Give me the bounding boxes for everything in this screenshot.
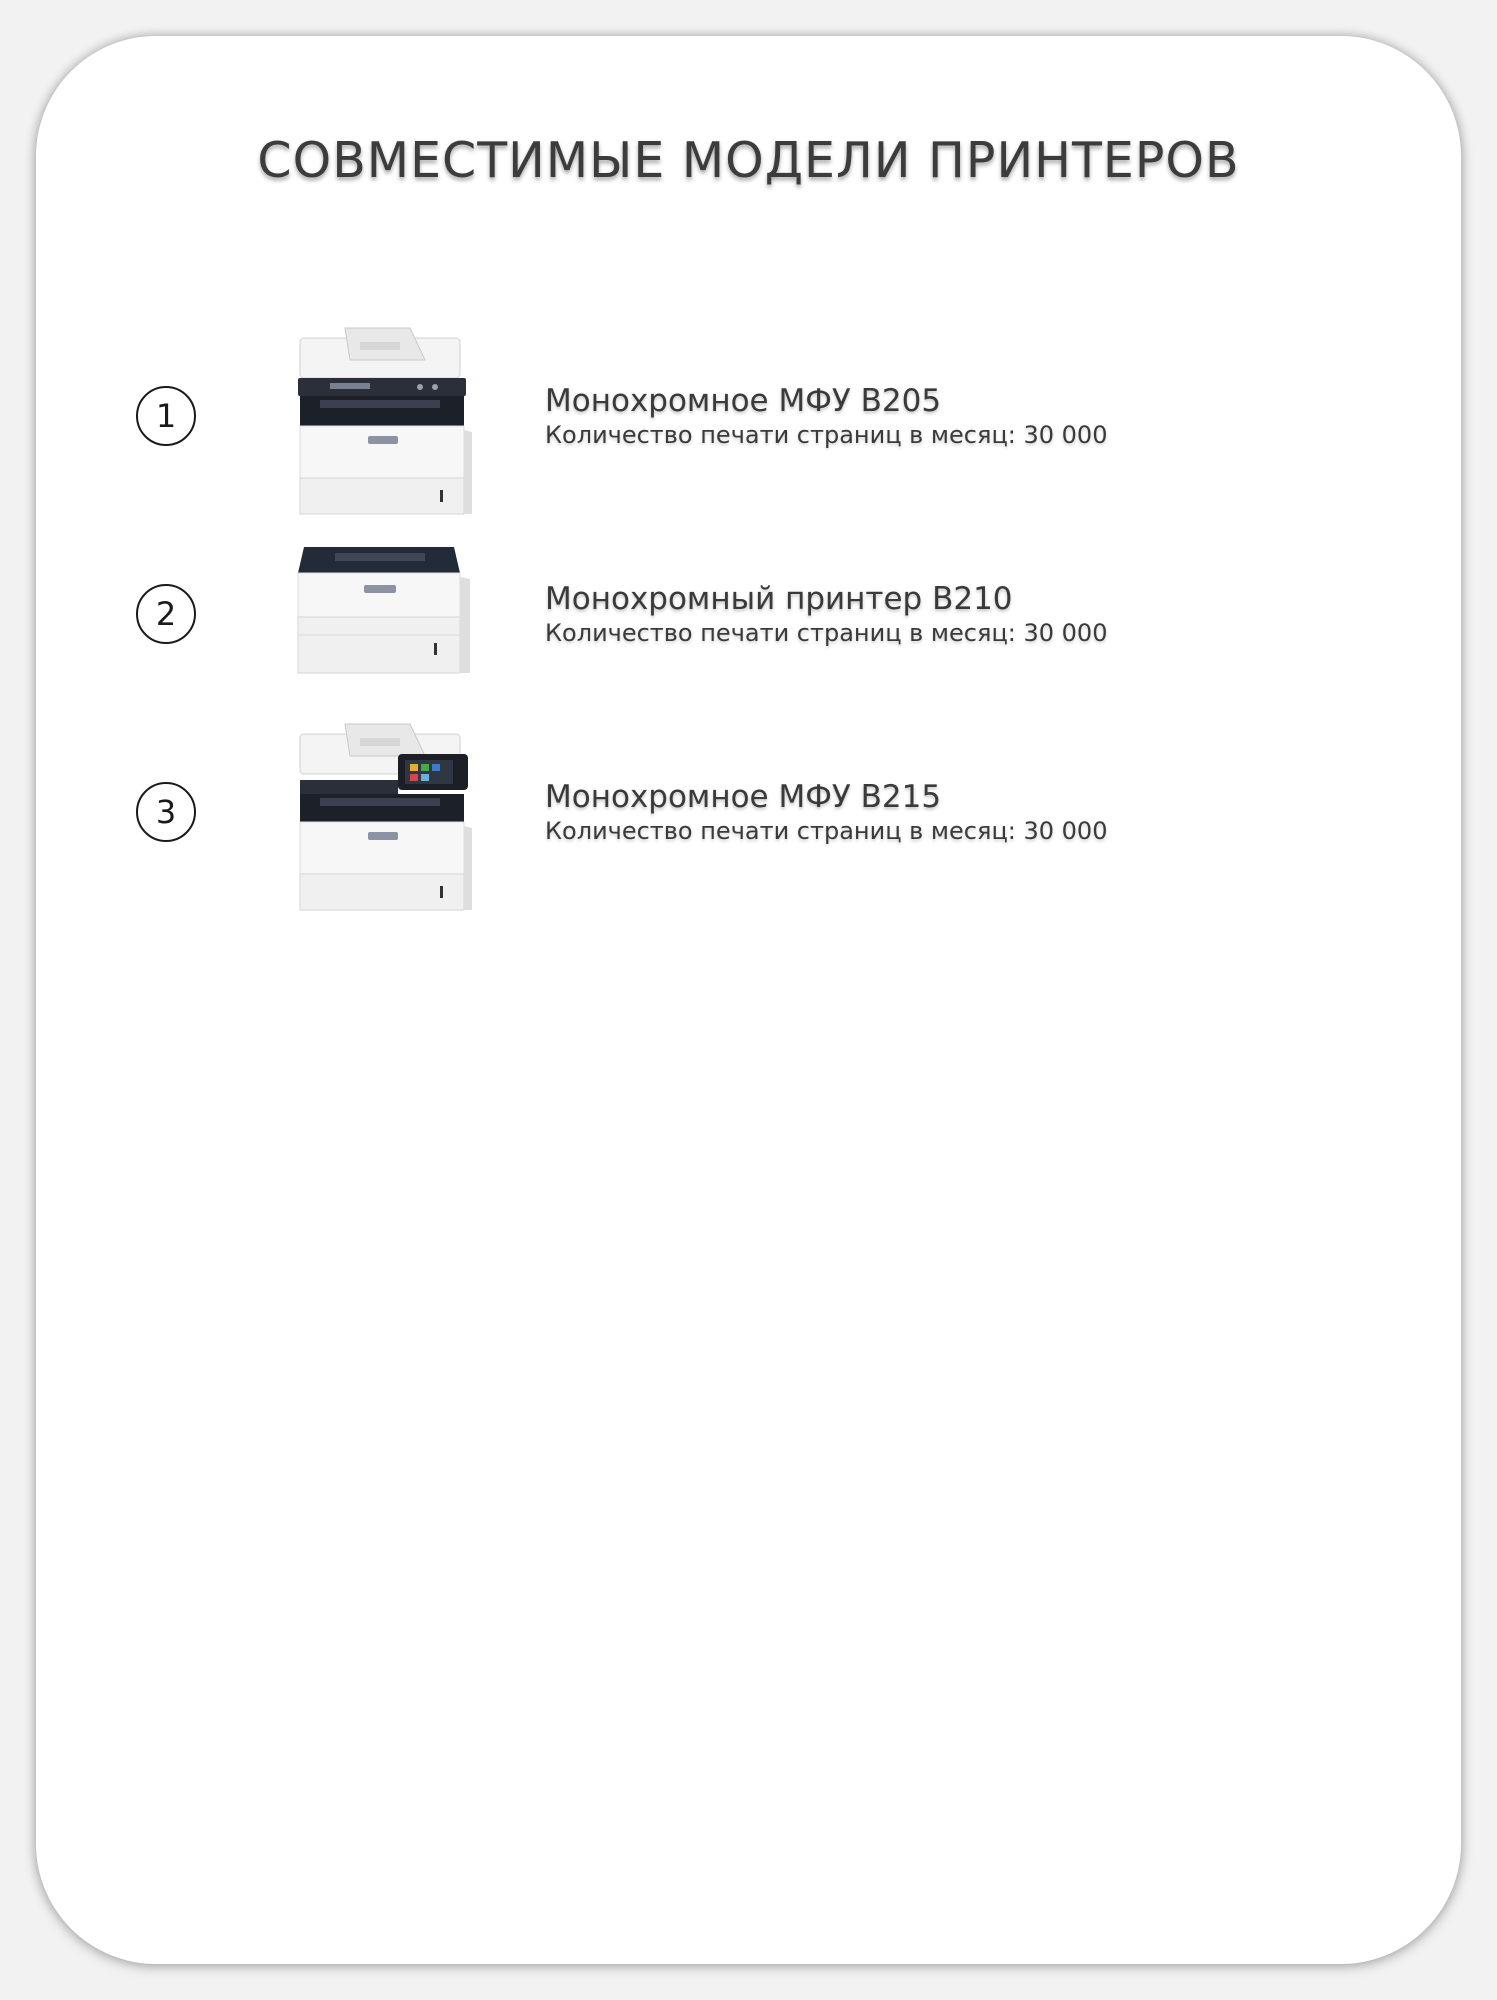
laser-printer-icon — [290, 543, 475, 683]
printer-list-item — [0, 508, 1497, 708]
printer-description: Количество печати страниц в месяц: 30 000 — [545, 619, 1108, 647]
printer-name: Монохромное МФУ B215 — [545, 779, 942, 815]
mfp-touchscreen-printer-icon — [290, 716, 475, 916]
page-title: СОВМЕСТИМЫЕ МОДЕЛИ ПРИНТЕРОВ — [257, 132, 1240, 189]
printer-description: Количество печати страниц в месяц: 30 000 — [545, 817, 1108, 845]
item-number-badge: 2 — [136, 584, 196, 644]
mfp-printer-icon — [290, 320, 475, 520]
printer-list-item — [0, 310, 1497, 510]
printer-name: Монохромный принтер B210 — [545, 581, 1013, 617]
item-number-badge: 1 — [136, 386, 196, 446]
printer-name: Монохромное МФУ B205 — [545, 383, 942, 419]
item-number-badge: 3 — [136, 782, 196, 842]
printer-list-item — [0, 706, 1497, 906]
printer-description: Количество печати страниц в месяц: 30 000 — [545, 421, 1108, 449]
